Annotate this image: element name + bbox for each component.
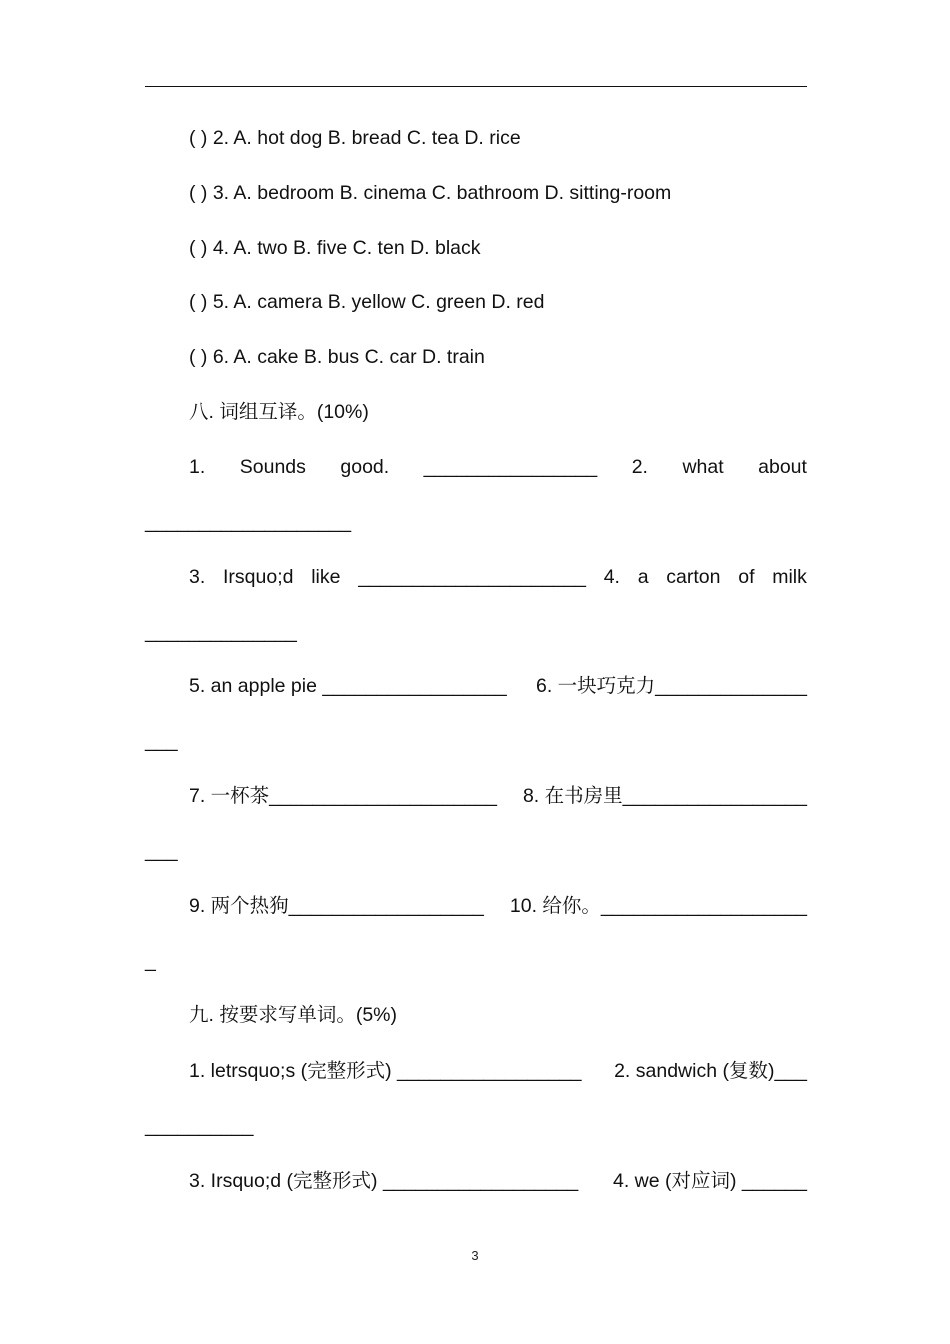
row-part: about [758, 456, 807, 478]
row-part: milk [772, 566, 807, 588]
row-part: 9. 两个热狗__________________ [189, 895, 484, 917]
word-form-row [189, 1058, 807, 1084]
choice-item: ( ) 3. A. bedroom B. cinema C. bathroom D. sitting-room [189, 182, 672, 204]
row-part: 1. letrsquo;s (完整形式) _________________ [189, 1060, 582, 1082]
translation-row [189, 454, 807, 480]
row-part: 5. an apple pie _________________ [189, 675, 507, 697]
section-8-title: 八. 词组互译。(10%) [189, 401, 369, 423]
section-9-title: 九. 按要求写单词。(5%) [189, 1004, 398, 1026]
answer-blank: _____________________ [358, 566, 586, 588]
word-form-row [189, 1168, 807, 1194]
row-part: what [682, 456, 724, 478]
row-part: 2. sandwich (复数)___ [614, 1060, 807, 1082]
choice-item: ( ) 4. A. two B. five C. ten D. black [189, 237, 481, 259]
translation-row [189, 783, 807, 809]
row-part: 1. [189, 456, 206, 478]
answer-blank-continued: ___ [145, 730, 178, 752]
row-part: 3. Irsquo;d (完整形式) __________________ [189, 1170, 579, 1192]
row-part: 7. 一杯茶_____________________ [189, 785, 497, 807]
choice-item: ( ) 2. A. hot dog B. bread C. tea D. rice [189, 127, 521, 149]
row-part: good. [340, 456, 390, 478]
row-part: of [738, 566, 755, 588]
choice-item: ( ) 6. A. cake B. bus C. car D. train [189, 346, 485, 368]
page-number: 3 [471, 1248, 479, 1263]
translation-row [189, 893, 807, 919]
row-part: Irsquo;d [223, 566, 294, 588]
row-part: Sounds [239, 456, 306, 478]
translation-row [189, 673, 807, 699]
row-part: 8. 在书房里_________________ [522, 785, 807, 807]
answer-blank-continued: ___ [145, 840, 178, 862]
answer-blank-continued: _ [145, 950, 156, 972]
translation-row [189, 564, 807, 590]
row-part: 3. [189, 566, 206, 588]
row-part: 4. [603, 566, 620, 588]
row-part: 10. 给你。___________________ [509, 895, 807, 917]
answer-blank-continued: ______________ [145, 621, 297, 643]
top-rule [145, 86, 807, 87]
row-part: 2. [631, 456, 648, 478]
row-part: 4. we (对应词) ______ [612, 1170, 807, 1192]
row-part: carton [666, 566, 721, 588]
answer-blank-continued: ___________________ [145, 511, 352, 533]
row-part: a [637, 566, 649, 588]
row-part: like [311, 566, 341, 588]
answer-blank: ________________ [423, 456, 598, 478]
row-part: 6. 一块巧克力______________ [535, 675, 807, 697]
answer-blank-continued: __________ [145, 1115, 254, 1137]
choice-item: ( ) 5. A. camera B. yellow C. green D. red [189, 291, 545, 313]
